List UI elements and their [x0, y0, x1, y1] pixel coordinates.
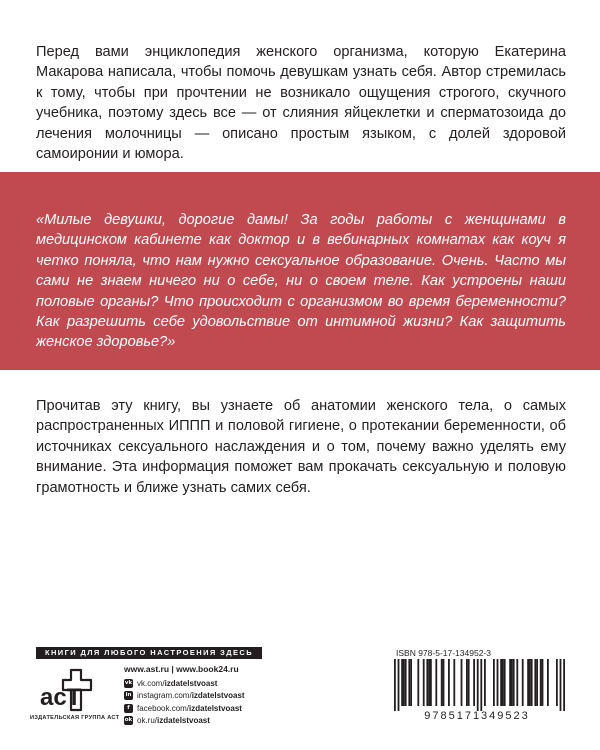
social-facebook-prefix: facebook.com/ — [137, 703, 190, 713]
social-ok-handle: izdatelstvoast — [157, 716, 210, 726]
website-book24-link[interactable]: www.book24.ru — [176, 664, 239, 674]
body-paragraph: Прочитав эту книгу, вы узнаете об анатомии женского тела, о самых распространенных ИППП и половой гигиене, о протекании беременности, об источниках сексуального наслаждения и о том, почему важно уделять ему внимание. Эта информация поможет вам прокачать сексуальную и половую грамотность и ближе узнать самих себя. — [36, 398, 566, 496]
website-separator: | — [171, 664, 174, 674]
barcode-bar — [540, 659, 542, 706]
barcode-bar — [408, 659, 410, 706]
barcode-bar — [509, 659, 511, 706]
vk-icon: vk — [124, 679, 133, 686]
barcode-bar — [522, 659, 524, 706]
barcode-bar — [410, 659, 412, 706]
social-links — [124, 677, 245, 727]
social-vk-handle: izdatelstvoast — [164, 678, 218, 688]
ast-logo — [38, 668, 96, 712]
isbn-label: ISBN 978-5-17-134952-3 — [396, 648, 491, 658]
barcode-bar — [477, 659, 479, 711]
barcode-bar — [547, 659, 549, 706]
social-vk[interactable] — [124, 677, 245, 690]
barcode-bar — [423, 659, 425, 706]
barcode-bar — [493, 659, 495, 706]
social-instagram-prefix: instagram.com/ — [137, 691, 192, 701]
barcode-bar — [516, 659, 518, 706]
barcode-bar — [466, 659, 468, 706]
publisher-name: ИЗДАТЕЛЬСКАЯ ГРУППА АСТ — [30, 715, 120, 721]
social-instagram-handle: izdatelstvoast — [191, 691, 245, 701]
website-ast-link[interactable]: www.ast.ru — [124, 664, 170, 674]
barcode-bar — [534, 659, 536, 706]
social-instagram[interactable] — [124, 690, 245, 703]
social-ok-prefix: ok.ru/ — [137, 716, 158, 726]
barcode-bar — [497, 659, 499, 706]
barcode-bar — [563, 659, 565, 711]
logo-text: acT — [40, 684, 82, 711]
barcode-bar — [542, 659, 544, 706]
barcode-bar — [428, 659, 430, 706]
ok-icon: ok — [124, 717, 133, 724]
quote-band — [0, 172, 600, 370]
barcode-bar — [398, 659, 400, 711]
barcode-bar — [500, 659, 502, 706]
barcode-bar — [531, 659, 533, 706]
barcode-bar — [480, 659, 482, 711]
barcode-bar — [468, 659, 470, 706]
barcode-bar — [401, 659, 403, 706]
isbn-barcode — [384, 659, 570, 721]
barcode-bar — [560, 659, 562, 711]
barcode-bar — [394, 659, 396, 711]
barcode-bar — [405, 659, 407, 706]
barcode-bar — [556, 659, 558, 706]
barcode-bar — [536, 659, 538, 706]
instagram-icon: in — [125, 692, 132, 699]
barcode-bar — [441, 659, 443, 706]
barcode-bar — [448, 659, 450, 706]
barcode-digits: 9785171349523 — [424, 710, 530, 721]
barcode-bar — [443, 659, 445, 706]
barcode-bar — [461, 659, 463, 706]
slogan-bar: КНИГИ ДЛЯ ЛЮБОГО НАСТРОЕНИЯ ЗДЕСЬ — [36, 647, 262, 659]
barcode-bar — [513, 659, 515, 706]
barcode-bar — [435, 659, 437, 706]
barcode-bar — [403, 659, 405, 706]
social-vk-prefix: vk.com/ — [137, 678, 165, 688]
barcode-bar — [453, 659, 455, 706]
facebook-icon: f — [124, 704, 133, 713]
barcode-bar — [511, 659, 513, 706]
barcode-bar — [529, 659, 531, 706]
barcode-bar — [502, 659, 504, 706]
barcode-bar — [417, 659, 419, 706]
barcode-bar — [430, 659, 432, 706]
author-quote: «Милые девушки, дорогие дамы! За годы работы с женщинами в медицинском кабинете как доктор и в вебинарных комнатах как коуч я четко поняла, что нам нужно сексуальное образование. Очень. Часто мы сами не знаем ничего ни о себе, ни о своем теле. Как устроены наши половые органы? Что происходит с организмом во время беременности? Как разрешить себе удовольствие от интимной жизни? Как защитить женское здоровье?» — [36, 212, 566, 351]
websites-line — [124, 664, 239, 674]
social-facebook-handle: izdatelstvoast — [189, 703, 242, 713]
barcode-bar — [527, 659, 529, 706]
social-ok[interactable] — [124, 715, 245, 728]
social-facebook[interactable] — [124, 702, 245, 715]
barcode-bar — [484, 659, 486, 706]
intro-paragraph: Перед вами энциклопедия женского организма, которую Екатерина Макарова написала, чтобы помочь девушкам узнать себя. Автор стремилась к тому, чтобы при прочтении не возникало ощущения строгого, скучного учебника, поэтому здесь все — от слияния яйцеклетки и сперматозоида до лечения молочницы — описано простым языком, с долей здоровой самоиронии и юмора. — [36, 44, 566, 163]
barcode-bar — [473, 659, 475, 706]
barcode-bar — [426, 659, 428, 706]
barcode-bar — [504, 659, 506, 706]
